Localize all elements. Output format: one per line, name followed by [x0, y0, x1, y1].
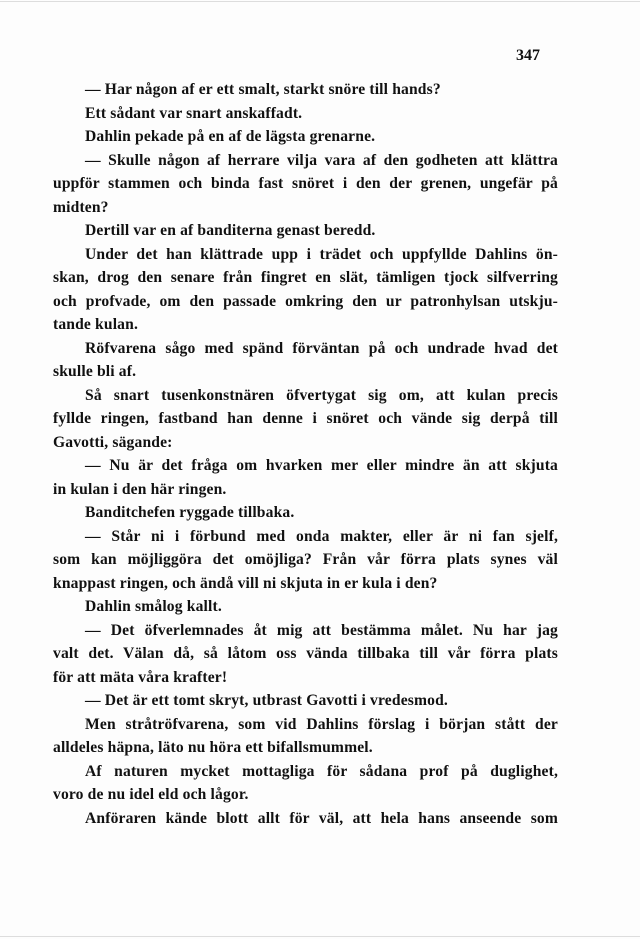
text-line: Så snart tusenkonstnären öfvertygat sig om, att kulan precis: [85, 386, 558, 404]
text-line: Under det han klättrade upp i trädet och uppfyllde Dahlins ön-: [85, 245, 558, 263]
text-line: in kulan i den här ringen.: [53, 480, 227, 498]
text-line: och profvade, om den passade omkring den ur patronhylsan utskju-: [53, 292, 558, 310]
text-line: alldeles häpna, läto nu höra ett bifallsmummel.: [53, 739, 373, 756]
text-line: fyllde ringen, fastband han denne i snöret och vände sig derpå till: [53, 410, 558, 427]
text-line: — Det öfverlemnades åt mig att bestämma målet. Nu har jag: [85, 621, 558, 639]
text-line: Banditchefen ryggade tillbaka.: [85, 504, 295, 521]
text-line: skulle bli af.: [53, 363, 137, 380]
scan-edge-bottom: [0, 936, 640, 937]
text-line: — Står ni i förbund med onda makter, eller är ni fan sjelf,: [85, 527, 558, 545]
text-line: — Nu är det fråga om hvarken mer eller mindre än att skjuta: [85, 457, 558, 474]
text-line: Dertill var en af banditerna genast beredd.: [85, 222, 376, 239]
text-line: Anföraren kände blott allt för väl, att hela hans anseende som: [85, 809, 558, 827]
text-line: tande kulan.: [53, 316, 138, 333]
scan-edge-top: [0, 1, 640, 2]
text-line: som kan möjliggöra det omöjliga? Från vår förra plats synes väl: [53, 551, 558, 568]
text-line: voro de nu idel eld och lågor.: [53, 786, 249, 803]
text-line: skan, drog den senare från fingret en slät, tämligen tjock silfverring: [53, 269, 558, 286]
text-line: uppför stammen och binda fast snöret i den der grenen, ungefär på: [53, 175, 558, 192]
text-line: — Skulle någon af herrare vilja vara af den godheten att klättra: [85, 151, 558, 169]
body-text: [53, 78, 558, 830]
text-line: Röfvarena sågo med spänd förväntan på och undrade hvad det: [85, 339, 558, 357]
text-line: knappast ringen, och ändå vill ni skjuta in er kula i den?: [53, 574, 438, 592]
text-line: Dahlin pekade på en af de lägsta grenarne.: [85, 128, 376, 145]
text-line: — Det är ett tomt skryt, utbrast Gavotti i vredesmod.: [85, 692, 448, 709]
text-line: för att mäta våra krafter!: [53, 668, 228, 686]
text-line: Men stråtröfvarena, som vid Dahlins förslag i början stått der: [85, 715, 558, 733]
text-line: Gavotti, sägande:: [53, 433, 173, 451]
page-number: 347: [516, 47, 540, 64]
text-line: Dahlin smålog kallt.: [85, 598, 222, 615]
text-line: Ett sådant var snart anskaffadt.: [85, 104, 303, 122]
text-line: Af naturen mycket mottagliga för sådana prof på duglighet,: [85, 762, 558, 780]
text-line: — Har någon af er ett smalt, starkt snöre till hands?: [85, 81, 441, 98]
text-line: valt det. Välan då, så låtom oss vända tillbaka till vår förra plats: [53, 645, 558, 662]
text-line: midten?: [53, 198, 109, 216]
